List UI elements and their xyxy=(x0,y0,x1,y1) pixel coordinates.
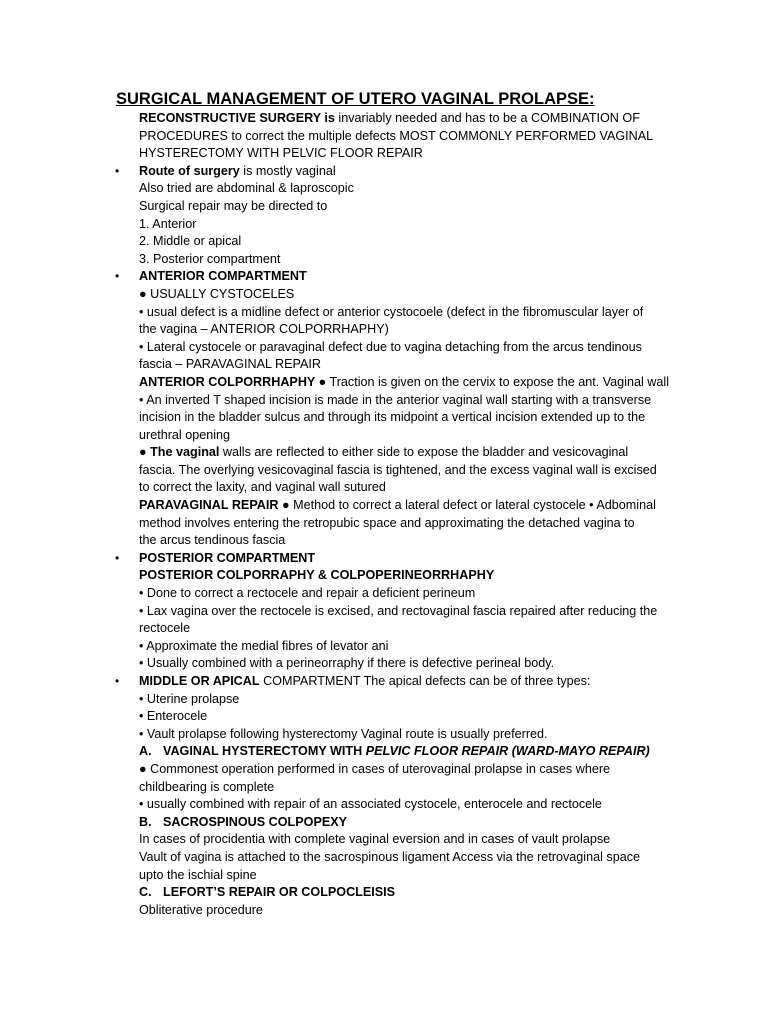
subsection-a-line-3: • usually combined with repair of an associated cystocele, enterocele and rectocele xyxy=(139,797,602,812)
bullet-icon: • xyxy=(115,550,120,565)
anterior-line-1: ● USUALLY CYSTOCELES xyxy=(139,286,295,301)
anterior-colporrhaphy-text: Traction is given on the cervix to expose the ant. Vaginal wall xyxy=(326,374,669,389)
middle-line-2: • Uterine prolapse xyxy=(139,691,240,706)
anterior-colporrhaphy-term: ANTERIOR COLPORRHAPHY ● xyxy=(139,374,327,389)
anterior-line-6 xyxy=(0,374,768,392)
subsection-b-label: B. xyxy=(139,814,152,829)
intro-term: RECONSTRUCTIVE SURGERY is xyxy=(139,111,335,125)
posterior-line-3: rectocele xyxy=(139,621,191,636)
bullet-icon: • xyxy=(115,674,120,688)
posterior-line-1: • Done to correct a rectocele and repair a deficient perineum xyxy=(139,586,476,601)
subsection-b-title: SACROSPINOUS COLPOPEXY xyxy=(163,814,348,829)
subsection-a-heading xyxy=(0,743,768,761)
intro-text: invariably needed and has to be a COMBINATION OF xyxy=(334,111,640,125)
anterior-line-10 xyxy=(0,444,768,462)
anterior-line-4: • Lateral cystocele or paravaginal defect due to vagina detaching from the arcus tendinous xyxy=(139,339,642,354)
route-term: Route of surgery xyxy=(139,163,240,178)
route-line-3: Surgical repair may be directed to xyxy=(139,198,328,213)
anterior-line-9: urethral opening xyxy=(139,427,231,442)
anterior-heading: ANTERIOR COMPARTMENT xyxy=(139,269,307,284)
middle-heading-line xyxy=(0,673,768,691)
route-text: is mostly vaginal xyxy=(239,163,336,178)
route-line-1 xyxy=(0,163,768,181)
route-line-2: Also tried are abdominal & laproscopic xyxy=(139,181,354,196)
intro-line-2: PROCEDURES to correct the multiple defects MOST COMMONLY PERFORMED VAGINAL xyxy=(139,128,654,143)
anterior-line-12: to correct the laxity, and vaginal wall sutured xyxy=(139,480,386,495)
subsection-a-title: VAGINAL HYSTERECTOMY WITH xyxy=(163,744,366,759)
document-body xyxy=(0,110,768,919)
middle-heading: MIDDLE OR APICAL xyxy=(139,674,260,688)
subsection-a-line-1: ● Commonest operation performed in cases of uterovaginal prolapse in cases where xyxy=(139,761,611,776)
bullet-icon: • xyxy=(115,269,120,284)
anterior-line-11: fascia. The overlying vesicovaginal fascia is tightened, and the excess vaginal wall is excised xyxy=(139,462,657,477)
anterior-line-3: the vagina – ANTERIOR COLPORRHAPHY) xyxy=(139,322,389,337)
subsection-b-line-1: In cases of procidentia with complete vaginal eversion and in cases of vault prolapse xyxy=(139,832,611,847)
subsection-b-line-2: Vault of vagina is attached to the sacrospinous ligament Access via the retrovaginal space xyxy=(139,849,641,864)
subsection-a-line-2: childbearing is complete xyxy=(139,779,275,794)
posterior-heading-line xyxy=(0,550,768,568)
anterior-heading-line xyxy=(0,268,768,286)
anterior-line-15: the arcus tendinous fascia xyxy=(139,533,286,548)
posterior-heading: POSTERIOR COMPARTMENT xyxy=(139,550,316,565)
vaginal-walls-term: ● The vaginal xyxy=(139,445,220,460)
middle-line-3: • Enterocele xyxy=(139,709,208,724)
middle-heading-text: COMPARTMENT The apical defects can be of three types: xyxy=(259,674,591,688)
subsection-c-line-1: Obliterative procedure xyxy=(139,902,263,917)
route-line-6: 3. Posterior compartment xyxy=(139,251,281,266)
paravaginal-repair-term: PARAVAGINAL REPAIR ● xyxy=(139,498,290,513)
intro-line-3: HYSTERECTOMY WITH PELVIC FLOOR REPAIR xyxy=(139,146,423,161)
subsection-c-label: C. xyxy=(139,885,152,900)
posterior-line-2: • Lax vagina over the rectocele is excised, and rectovaginal fascia repaired after reducing the xyxy=(139,603,658,618)
anterior-line-5: fascia – PARAVAGINAL REPAIR xyxy=(139,357,321,372)
anterior-line-8: incision in the bladder sulcus and through its midpoint a vertical incision extended up to the xyxy=(139,410,646,425)
route-line-5: 2. Middle or apical xyxy=(139,234,242,249)
posterior-line-5: • Usually combined with a perineorraphy if there is defective perineal body. xyxy=(139,656,555,671)
subsection-c-heading xyxy=(0,884,768,902)
paravaginal-repair-text: Method to correct a lateral defect or lateral cystocele • Adbominal xyxy=(289,498,656,513)
anterior-line-13 xyxy=(0,497,768,515)
anterior-line-7: • An inverted T shaped incision is made in the anterior vaginal wall starting with a transverse xyxy=(139,392,652,407)
subsection-b-heading xyxy=(0,814,768,832)
subsection-c-title: LEFORT’S REPAIR OR COLPOCLEISIS xyxy=(163,885,396,900)
anterior-line-2: • usual defect is a midline defect or anterior cystocoele (defect in the fibromuscular layer of xyxy=(139,304,644,319)
subsection-b-line-3: upto the ischial spine xyxy=(139,867,257,882)
posterior-line-4: • Approximate the medial fibres of levator ani xyxy=(139,638,389,653)
page-title: SURGICAL MANAGEMENT OF UTERO VAGINAL PROLAPSE: xyxy=(116,90,595,108)
subsection-a-label: A. xyxy=(139,744,152,759)
intro-line-1 xyxy=(0,110,768,128)
middle-line-4: • Vault prolapse following hysterectomy Vaginal route is usually preferred. xyxy=(139,726,548,741)
subsection-a-title-italic: PELVIC FLOOR REPAIR (WARD-MAYO REPAIR) xyxy=(365,744,650,759)
route-line-4: 1. Anterior xyxy=(139,216,197,231)
vaginal-walls-text: walls are reflected to either side to expose the bladder and vesicovaginal xyxy=(219,445,629,460)
posterior-subheading: POSTERIOR COLPORRAPHY & COLPOPERINEORRHAPHY xyxy=(139,568,495,583)
anterior-line-14: method involves entering the retropubic space and approximating the detached vagina to xyxy=(139,515,635,530)
bullet-icon: • xyxy=(115,163,120,178)
